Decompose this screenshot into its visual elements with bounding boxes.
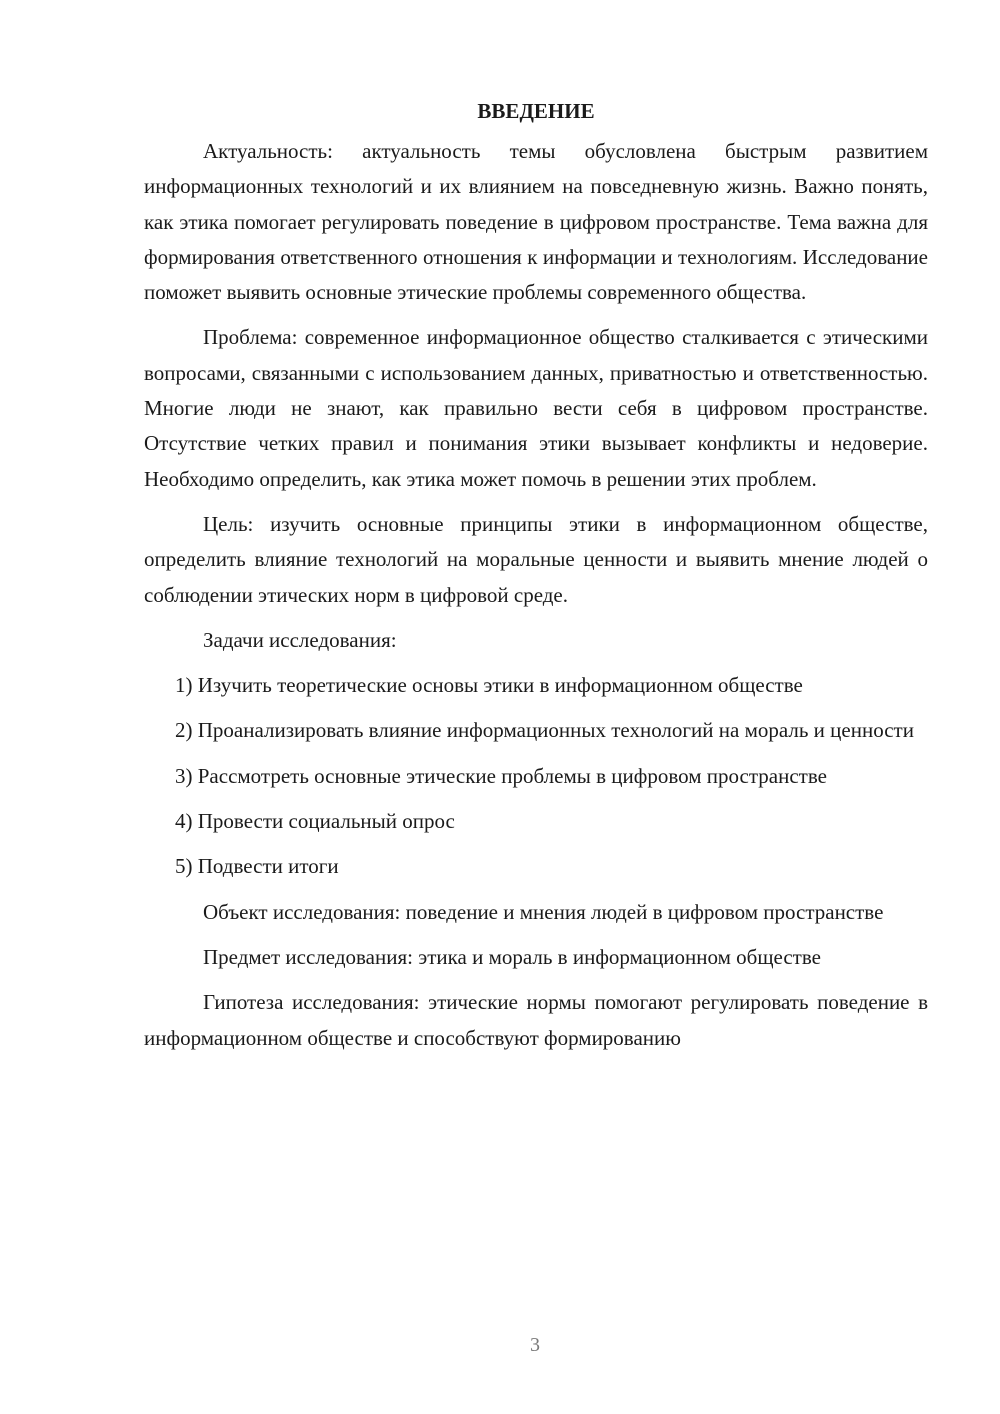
task-item-4: 4) Провести социальный опрос (175, 809, 455, 834)
task-item-5: 5) Подвести итоги (175, 854, 339, 879)
relevance-paragraph: Актуальность: актуальность темы обусловлена быстрым развитием информационных технологий и их влиянием на повседневную жизнь. Важно понять, как этика помогает регулировать поведение в цифровом пространстве. Тема важна для формирования ответственного отношения к информации и технологиям. Исследование поможет выявить основные этические проблемы современного общества. (144, 139, 928, 305)
tasks-heading: Задачи исследования: (203, 627, 397, 652)
page-content (144, 96, 928, 1066)
hypothesis-paragraph: Гипотеза исследования: этические нормы помогают регулировать поведение в информационном обществе и способствуют формированию (144, 990, 928, 1050)
task-item-2: 2) Проанализировать влияние информационных технологий на мораль и ценности (175, 718, 914, 743)
task-item-3: 3) Рассмотреть основные этические проблемы в цифровом пространстве (175, 763, 827, 788)
goal-paragraph: Цель: изучить основные принципы этики в информационном обществе, определить влияние технологий на моральные ценности и выявить мнение людей о соблюдении этических норм в цифровой среде. (144, 511, 928, 607)
page-number: 3 (530, 1334, 540, 1356)
object-paragraph: Объект исследования: поведение и мнения людей в цифровом пространстве (203, 899, 884, 924)
task-item-1: 1) Изучить теоретические основы этики в информационном обществе (175, 673, 803, 698)
problem-paragraph: Проблема: современное информационное общество сталкивается с этическими вопросами, связанными с использованием данных, приватностью и ответственностью. Многие люди не знают, как правильно вести себя в цифровом пространстве. Отсутствие четких правил и понимания этики вызывает конфликты и недоверие. Необходимо определить, как этика может помочь в решении этих проблем. (144, 325, 928, 491)
section-title: ВВЕДЕНИЕ (477, 99, 595, 123)
subject-paragraph: Предмет исследования: этика и мораль в информационном обществе (203, 944, 821, 969)
